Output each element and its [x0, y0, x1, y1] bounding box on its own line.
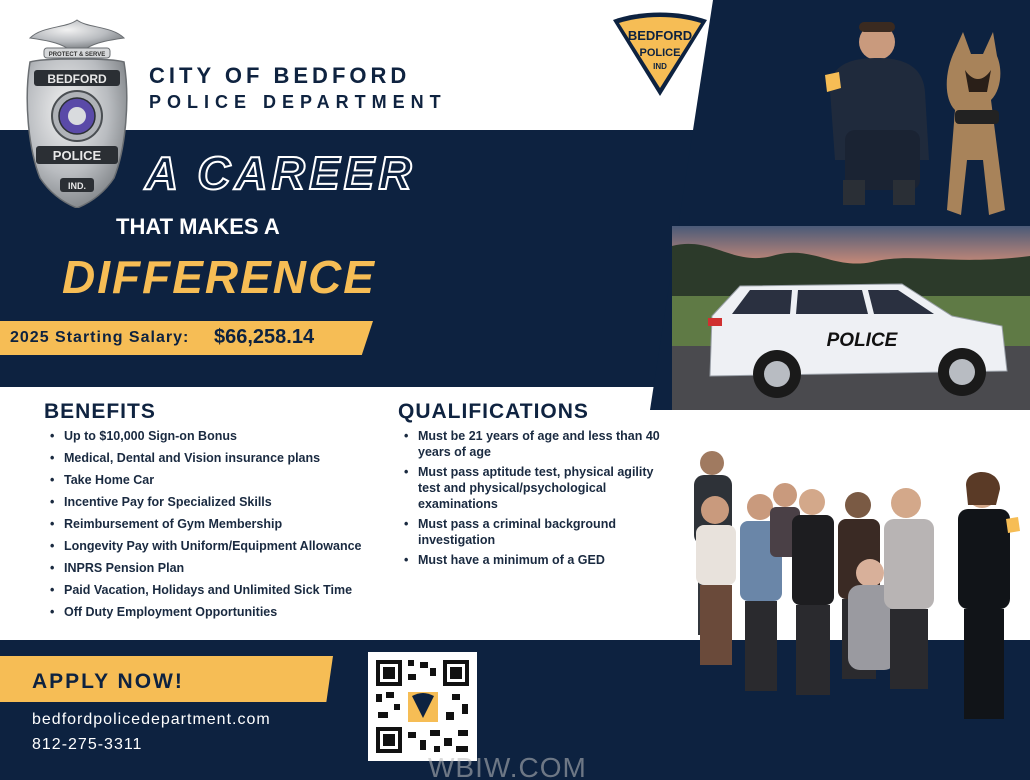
list-item: • Must have a minimum of a GED [402, 552, 672, 568]
list-item: • Incentive Pay for Specialized Skills [48, 494, 393, 510]
shield-line3: IND [653, 62, 667, 71]
qualifications-title: QUALIFICATIONS [398, 400, 589, 423]
list-item: • INPRS Pension Plan [48, 560, 393, 576]
qr-code-icon[interactable] [368, 652, 477, 761]
city-title: CITY OF BEDFORD [149, 63, 411, 88]
car-police-text: POLICE [826, 330, 898, 351]
list-item: • Longevity Pay with Uniform/Equipment Allowance [48, 538, 393, 554]
list-item: • Medical, Dental and Vision insurance plans [48, 450, 393, 466]
qualifications-list [402, 428, 672, 572]
salary-label: 2025 Starting Salary: [10, 329, 190, 346]
hero-makes-a: THAT MAKES A [116, 214, 280, 239]
group-photo [670, 445, 1030, 735]
police-badge-icon [22, 18, 132, 208]
phone-number[interactable]: 812-275-3311 [32, 736, 143, 753]
badge-police-text: POLICE [52, 148, 102, 163]
officer-k9-photo [805, 10, 1015, 225]
list-item: • Paid Vacation, Holidays and Unlimited Sick Time [48, 582, 393, 598]
website-link[interactable]: bedfordpolicedepartment.com [32, 711, 271, 728]
list-item: • Reimbursement of Gym Membership [48, 516, 393, 532]
badge-top-text: PROTECT & SERVE [48, 52, 106, 58]
department-title: POLICE DEPARTMENT [149, 92, 447, 112]
list-item: • Must pass aptitude test, physical agility test and physical/psychological examinations [402, 464, 672, 512]
benefits-title: BENEFITS [44, 400, 156, 423]
watermark: WBIW.COM [428, 752, 587, 780]
shield-line1: BEDFORD [627, 28, 693, 43]
list-item: • Off Duty Employment Opportunities [48, 604, 393, 620]
benefits-list [48, 428, 393, 626]
police-suv-photo [672, 226, 1030, 410]
apply-now-label: APPLY NOW! [32, 670, 184, 693]
list-item: • Must pass a criminal background investigation [402, 516, 672, 548]
hero-difference: DIFFERENCE [62, 251, 376, 303]
bedford-police-shield-icon [611, 12, 709, 98]
hero-a-career: A CAREER [145, 147, 416, 199]
list-item: • Take Home Car [48, 472, 393, 488]
badge-state-text: IND. [68, 181, 86, 191]
list-item: • Up to $10,000 Sign-on Bonus [48, 428, 393, 444]
salary-value: $66,258.14 [214, 326, 315, 348]
shield-line2: POLICE [639, 47, 681, 59]
list-item: • Must be 21 years of age and less than 40 years of age [402, 428, 672, 460]
badge-city-text: BEDFORD [47, 72, 107, 86]
